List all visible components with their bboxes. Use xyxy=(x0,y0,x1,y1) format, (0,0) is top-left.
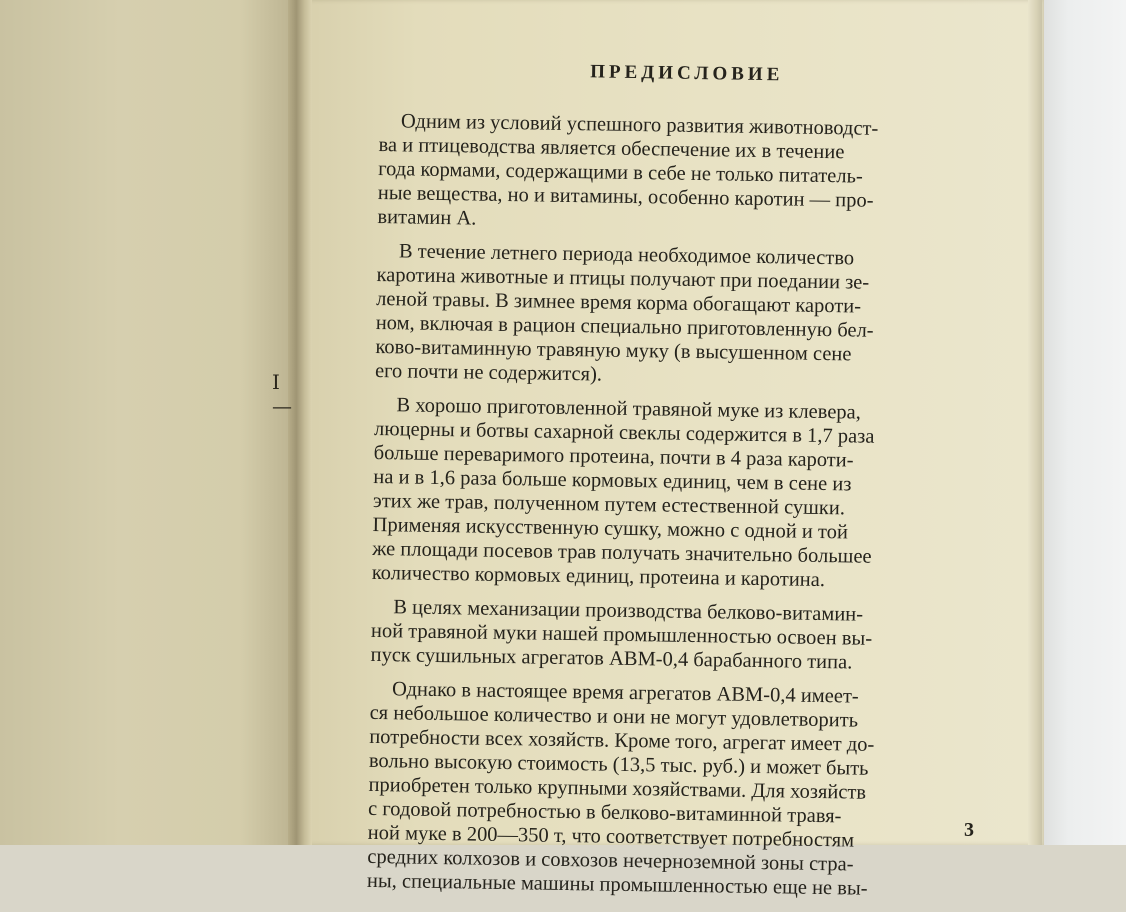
text-line: этих же трав, полученном путем естественной сушки. xyxy=(372,489,846,520)
text-line: его почти не содержится). xyxy=(374,359,603,386)
paragraph-2 xyxy=(375,239,977,392)
text-line: ся небольшое количество и они не могут удовлетворить xyxy=(369,701,859,732)
left-page xyxy=(0,0,300,845)
text-line: В течение летнего периода необходимое количество xyxy=(398,240,855,270)
text-line: пуск сушильных агрегатов АВМ-0,4 барабанного типа. xyxy=(370,643,853,674)
page-title: ПРЕДИСЛОВИЕ xyxy=(589,61,784,86)
text-line: люцерны и ботвы сахарной свеклы содержится в 1,7 раза xyxy=(373,417,875,448)
preface-text xyxy=(367,55,980,912)
text-line: ные вещества, но и витамины, особенно каротин — про- xyxy=(377,181,874,212)
text-line: каротина животные и птицы получают при поедании зе- xyxy=(376,263,870,294)
text-line: приобретен только крупными хозяйствами. Для хозяйств xyxy=(368,773,867,804)
text-line: на и в 1,6 раза больше кормовых единиц, чем в сене из xyxy=(373,465,852,496)
page-number: 3 xyxy=(964,819,974,841)
text-line: ной муке в 200—350 т, что соответствует потребностям xyxy=(367,821,855,852)
page-edge xyxy=(1028,0,1042,845)
text-line: года кормами, содержащими в себе не только питатель- xyxy=(378,157,863,188)
text-line: Однако в настоящее время агрегатов АВМ-0,4 имеет- xyxy=(391,678,859,708)
text-line: потребности всех хозяйств. Кроме того, агрегат имеет до- xyxy=(369,725,875,756)
text-line: Одним из условий успешного развития животноводст- xyxy=(400,110,879,140)
text-line: ково-витаминную травяную муку (в высушенном сене xyxy=(375,335,852,366)
table-surface xyxy=(1030,0,1126,845)
text-line: В хорошо приготовленной травяной муке из клевера, xyxy=(396,394,862,424)
paragraph-1 xyxy=(377,109,979,238)
text-line: средних колхозов и совхозов нечерноземной зоны стра- xyxy=(367,845,854,876)
book-gutter xyxy=(288,0,312,845)
text-line: больше переваримого протеина, почти в 4 раза кароти- xyxy=(373,441,854,472)
binding-stitch-mark: I— xyxy=(272,370,292,418)
text-line: Применяя искусственную сушку, можно с одной и той xyxy=(372,513,849,544)
text-line: количество кормовых единиц, протеина и каротина. xyxy=(371,561,826,592)
text-line: ва и птицеводства является обеспечение их в течение xyxy=(378,133,845,164)
text-line: вольно высокую стоимость (13,5 тыс. руб.) и может быть xyxy=(368,749,869,780)
text-line: ной травяной муки нашей промышленностью освоен вы- xyxy=(370,619,873,650)
text-line: витамин А. xyxy=(377,205,477,230)
text-line: В целях механизации производства белково-витамин- xyxy=(393,596,864,626)
paragraph-5 xyxy=(367,677,970,902)
paragraph-3 xyxy=(372,393,975,594)
text-line: ном, включая в рацион специально приготовленную бел- xyxy=(375,311,874,342)
text-line: леной травы. В зимнее время корма обогащают кароти- xyxy=(375,287,862,318)
paragraph-4 xyxy=(370,595,971,676)
text-line: с годовой потребностью в белково-витаминной травя- xyxy=(367,797,842,828)
text-line: же площади посевов трав получать значительно большее xyxy=(372,537,872,568)
text-line: ны, специальные машины промышленностью еще не вы- xyxy=(366,869,868,900)
